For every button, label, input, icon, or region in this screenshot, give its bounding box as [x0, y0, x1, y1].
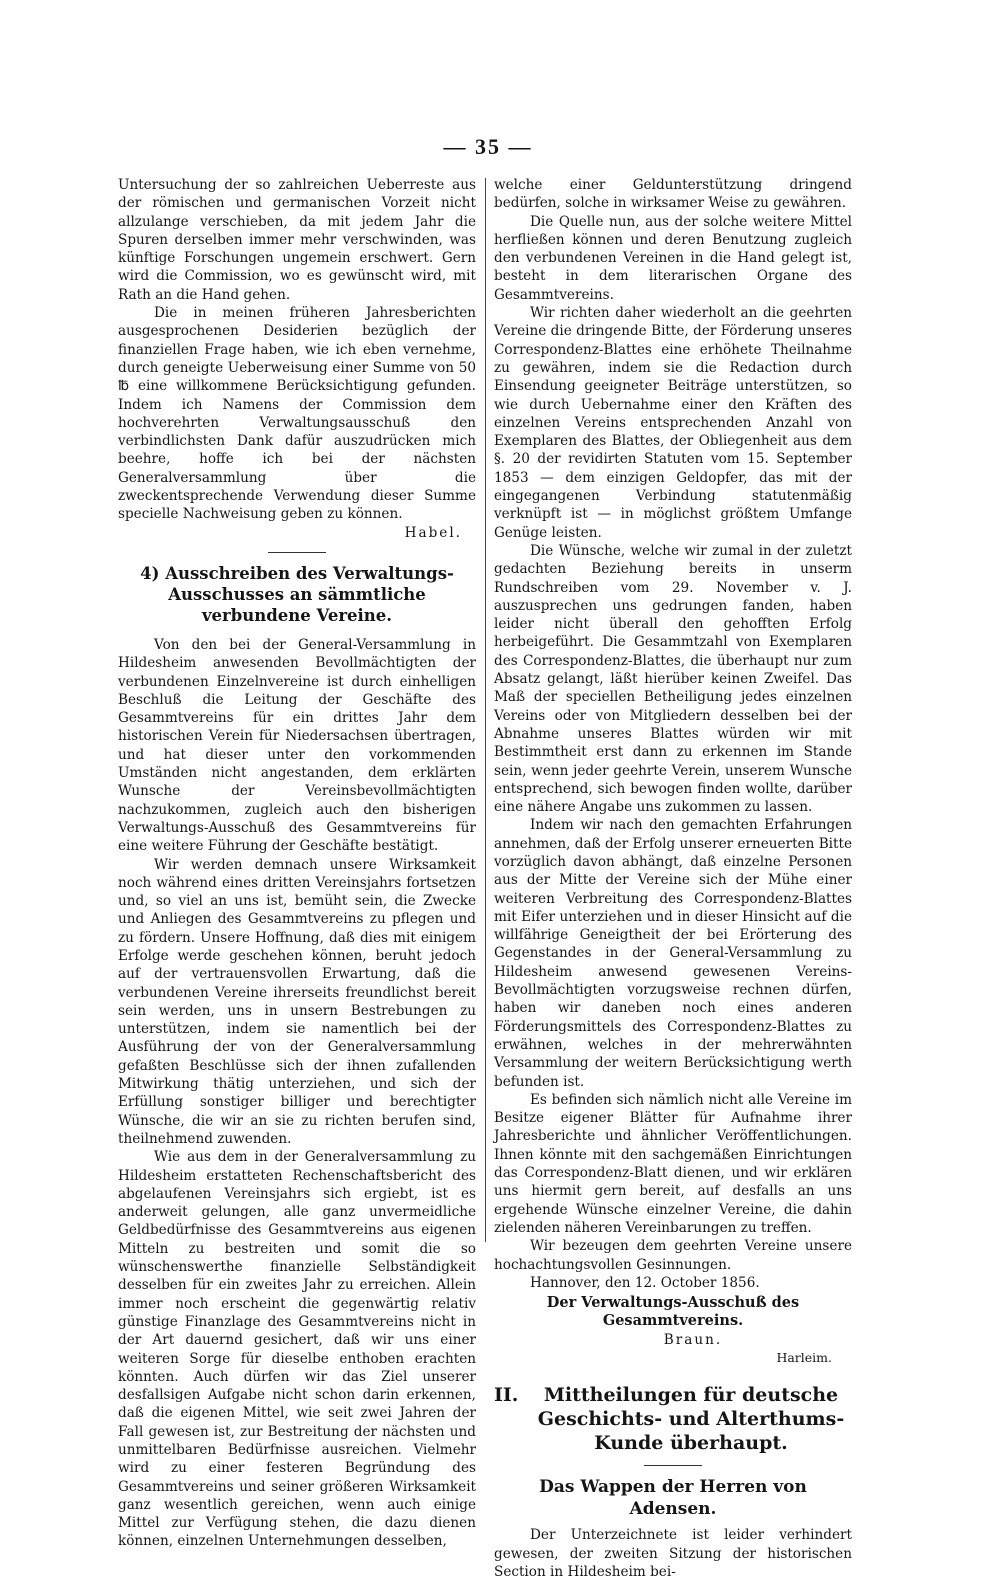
divider: [268, 552, 326, 553]
signature-habel: Habel.: [404, 524, 462, 541]
section-number: II.: [494, 1384, 519, 1407]
left-column: [118, 176, 476, 1551]
paragraph: Die Quelle nun, aus der solche weitere Mittel herfließen können und deren Benutzung zugleich den verbundenen Vereinen in die Hand gelegt ist, besteht in dem literarischen Organe des Gesammtvereins.: [494, 213, 852, 303]
paragraph: Der Unterzeichnete ist leider verhindert gewesen, der zweiten Sitzung der historischen Section in Hildesheim bei-: [494, 1527, 852, 1580]
section-title: Mittheilungen für deutsche Geschichts- und Alterthums-Kunde überhaupt.: [537, 1384, 845, 1455]
column-divider: [485, 178, 486, 1242]
paragraph: welche einer Geldunterstützung dringend bedürfen, solche in wirksamer Weise zu gewähren.: [494, 177, 852, 212]
paragraph: Wir werden demnach unsere Wirksamkeit noch während eines dritten Vereinsjahrs fortsetzen und, so viel an uns ist, bemüht sein, die Zwecke und Anliegen des Gesammtvereins zu pflegen und zu fördern. Unsere Hoffnung, daß dies mit einigem Erfolge werde geschehen können, beruht jedoch auf der vertrauensvollen Erwartung, daß die verbundenen Vereine ihrerseits freundlichst bereit sein werden, uns in unsern Bestrebungen zu unterstützen, indem sie namentlich bei der Ausführung der von der Generalversammlung gefaßten Beschlüsse sich der ihnen zufallenden Mitwirkung thätig unterziehen, und sich der Erfüllung sonstiger billiger und berechtigter Wünsche, die wir an sie zu richten berufen sind, theilnehmend zuwenden.: [118, 856, 476, 1147]
date-line: Hannover, den 12. October 1856.: [530, 1274, 760, 1291]
paragraph: Es befinden sich nämlich nicht alle Vereine im Besitze eigener Blätter für Aufnahme ihrer Jahresberichte und ähnlicher Veröffentlichungen. Ihnen könnte mit den sachgemäßen Einrichtungen das Correspondenz-Blatt dienen, und wir erklären uns hiermit gern bereit, auf desfalls an uns ergehende Wünsche einzelner Vereine, die dahin zielenden näheren Vereinbarungen zu treffen.: [494, 1091, 852, 1236]
paragraph: Wie aus dem in der Generalversammlung zu Hildesheim erstatteten Rechenschaftsbericht des abgelaufenen Vereinsjahrs sich ergiebt, ist es anderweit gelungen, alle ganz unvermeidliche Geldbedürfnisse des Gesammtvereins aus eigenen Mitteln zu bestreiten und somit die so wünschenswerthe finanzielle Selbständigkeit desselben für ein zweites Jahr zu erreichen. Allein immer noch erscheint die gegenwärtig relativ günstige Finanzlage des Gesammtvereins nicht in der Art dauernd gesichert, daß wir uns einer weiteren Sorge für dieselbe enthoben erachten könnten. Auch dürfen wir das Ziel unserer desfallsigen Aufgabe nicht schon darin erkennen, daß die eigenen Mittel, wie seit zwei Jahren der Fall gewesen ist, zur Bestreitung der nächsten und unmittelbaren Bedürfnisse ausreichen. Vielmehr wird zu einer festeren Begründung des Gesammtvereins und seiner größeren Wirksamkeit ganz wesentlich gereichen, wenn auch einige Mittel zur Verfügung stehen, die dazu dienen können, einzelnen Unternehmungen desselben,: [118, 1149, 476, 1550]
committee-signature: Der Verwaltungs-Ausschuß des Gesammtvereins.: [546, 1294, 800, 1330]
signature-harleim: Harleim.: [776, 1350, 832, 1365]
paragraph: Indem wir nach den gemachten Erfahrungen annehmen, daß der Erfolg unserer erneuerten Bitte vorzüglich davon abhängt, daß einzelne Personen aus der Mitte der Vereine sich der Mühe einer weiteren Verbreitung des Correspondenz-Blattes mit Eifer unterziehen und in dieser Hinsicht auf die willfährige Geneigtheit der bei Erörterung des Gegenstandes in der General-Versammlung zu Hildesheim anwesend gewesenen Vereins-Bevollmächtigten vorzugsweise rechnen dürfen, haben wir daneben noch eines anderen Förderungsmittels des Correspondenz-Blattes zu erwähnen, welches in der mehrerwähnten Versammlung der weitern Berücksichtigung werth befunden ist.: [494, 817, 852, 1090]
signature-braun: Braun.: [663, 1331, 723, 1348]
paragraph: Untersuchung der so zahlreichen Ueberreste aus der römischen und germanischen Vorzeit nicht allzulange verschieben, da mit jedem Jahr die Spuren derselben immer mehr verschwinden, was künftige Forschungen ungemein erschwert. Gern wird die Commission, wo es gewünscht wird, mit Rath an die Hand gehen.: [118, 177, 476, 303]
paragraph: Wir richten daher wiederholt an die geehrten Vereine die dringende Bitte, der Förderung unseres Correspondenz-Blattes eine erhöhete Theilnahme zu gewähren, indem sie die Redaction durch Einsendung geeigneter Beiträge unterstützen, so wie durch Uebernahme einer den Kräften des einzelnen Vereins entsprechenden Anzahl von Exemplaren des Blattes, der Obliegenheit aus dem §. 20 der revidirten Statuten vom 15. September 1853 — dem einzigen Geldopfer, das mit der eingegangenen Verbindung statutenmäßig verknüpft ist — in möglichst größtem Umfange Genüge leisten.: [494, 305, 852, 541]
paragraph: Die Wünsche, welche wir zumal in der zuletzt gedachten Beziehung bereits in unserm Rundschreiben vom 29. November v. J. auszusprechen uns gedrungen fanden, haben leider nicht überall den gehofften Erfolg herbeigeführt. Die Gesammtzahl von Exemplaren des Correspondenz-Blattes, die überhaupt nur zum Absatz gelangt, läßt hierüber keinen Zweifel. Das Maß der speciellen Betheiligung jedes einzelnen Vereins oder von Mitgliedern desselben bei der Abnahme unseres Blattes würden wir mit Bestimmtheit erst dann zu erkennen im Stande sein, wenn jeder geehrte Verein, unserem Wunsche entsprechend, sich bewogen finden wollte, darüber eine nähere Angabe uns zukommen zu lassen.: [494, 542, 852, 816]
section-heading-ii: [494, 1383, 852, 1455]
paragraph: Die in meinen früheren Jahresberichten ausgesprochenen Desiderien bezüglich der finanziellen Frage haben, wie ich eben vernehme, durch geneigte Ueberweisung einer Summe von 50 ℔ eine willkommene Berücksichtigung gefunden. Indem ich Namens der Commission dem hochverehrten Verwaltungsausschuß den verbindlichsten Dank dafür auszudrücken mich beehre, hoffe ich bei der nächsten Generalversammlung über die zweckentsprechende Verwendung dieser Summe specielle Nachweisung geben zu können.: [118, 305, 476, 523]
page-number: — 35 —: [443, 134, 533, 159]
paragraph: Von den bei der General-Versammlung in Hildesheim anwesenden Bevollmächtigten der verbundenen Einzelnvereine ist durch einhelligen Beschluß die Leitung der Geschäfte des Gesammtvereins für ein drittes Jahr dem historischen Verein für Niedersachsen übertragen, und hat dieser unter den vorkommenden Umständen nicht angestanden, dem erklärten Wunsche der Vereinsbevollmächtigten nachzukommen, zugleich auch den bisherigen Verwaltungs-Ausschuß des Gesammtvereins für eine weitere Führung der Geschäfte bestätigt.: [118, 636, 476, 855]
right-column: [494, 176, 852, 1581]
paragraph: Wir bezeugen dem geehrten Vereine unsere hochachtungsvollen Gesinnungen.: [494, 1238, 852, 1273]
subsection-heading: Das Wappen der Herren von Adensen.: [539, 1477, 807, 1520]
divider: [644, 1465, 702, 1466]
section-heading: 4) Ausschreiben des Verwaltungs-Ausschusses an sämmtliche verbundene Vereine.: [140, 563, 454, 625]
